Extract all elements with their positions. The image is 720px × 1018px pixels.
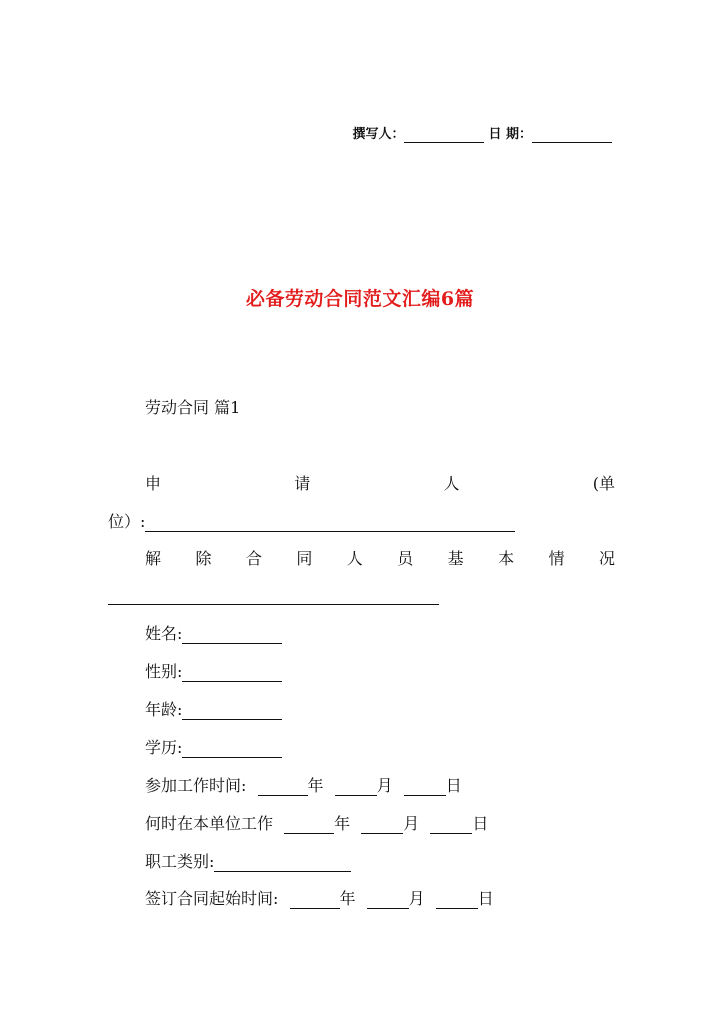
applicant-char: 申 bbox=[145, 474, 162, 493]
contract-start-day-blank bbox=[436, 892, 478, 909]
document-title: 必备劳动合同范文汇编6篇 bbox=[245, 288, 475, 310]
dismissal-line bbox=[145, 549, 615, 569]
contract-start-field bbox=[145, 889, 494, 909]
dismissal-char: 合 bbox=[245, 549, 262, 568]
applicant-unit-label: 位）: bbox=[108, 512, 146, 531]
applicant-char: 人 bbox=[443, 474, 460, 493]
name-blank bbox=[182, 627, 282, 644]
work-start-label: 参加工作时间: bbox=[145, 776, 247, 795]
applicant-line bbox=[145, 474, 615, 494]
unit-start-field bbox=[145, 814, 488, 834]
unit-start-month-blank bbox=[361, 817, 403, 834]
contract-start-label: 签订合同起始时间: bbox=[145, 889, 279, 908]
work-start-field bbox=[145, 776, 462, 796]
age-label: 年龄: bbox=[145, 700, 183, 719]
dismissal-blank bbox=[108, 588, 439, 605]
applicant-char: (单 bbox=[592, 474, 615, 493]
section-heading: 劳动合同 篇1 bbox=[145, 398, 241, 417]
author-label: 撰写人： bbox=[352, 127, 405, 142]
year-unit: 年 bbox=[334, 814, 351, 833]
job-type-field bbox=[145, 852, 351, 872]
month-unit: 月 bbox=[403, 814, 420, 833]
job-type-blank bbox=[214, 855, 351, 872]
dismissal-char: 基 bbox=[447, 549, 464, 568]
unit-start-year-blank bbox=[284, 817, 334, 834]
education-field bbox=[145, 738, 282, 758]
dismissal-blank-line bbox=[108, 585, 439, 605]
work-start-day-blank bbox=[404, 779, 446, 796]
author-blank bbox=[404, 129, 484, 143]
education-label: 学历: bbox=[145, 738, 183, 757]
job-type-label: 职工类别: bbox=[145, 852, 215, 871]
education-blank bbox=[182, 741, 282, 758]
year-unit: 年 bbox=[307, 776, 324, 795]
applicant-unit-blank bbox=[145, 515, 515, 532]
date-label: 日 期： bbox=[488, 127, 532, 142]
month-unit: 月 bbox=[376, 776, 393, 795]
work-start-month-blank bbox=[335, 779, 377, 796]
gender-field bbox=[145, 662, 282, 682]
year-unit: 年 bbox=[339, 889, 356, 908]
applicant-char: 请 bbox=[294, 474, 311, 493]
age-field bbox=[145, 700, 282, 720]
day-unit: 日 bbox=[477, 889, 494, 908]
dismissal-char: 同 bbox=[296, 549, 313, 568]
dismissal-char: 除 bbox=[195, 549, 212, 568]
dismissal-char: 解 bbox=[145, 549, 162, 568]
dismissal-char: 本 bbox=[498, 549, 515, 568]
name-field bbox=[145, 624, 282, 644]
day-unit: 日 bbox=[445, 776, 462, 795]
author-date-line bbox=[352, 127, 612, 143]
month-unit: 月 bbox=[408, 889, 425, 908]
day-unit: 日 bbox=[472, 814, 489, 833]
gender-blank bbox=[182, 665, 282, 682]
dismissal-char: 况 bbox=[598, 549, 615, 568]
dismissal-char: 员 bbox=[397, 549, 414, 568]
applicant-unit-line bbox=[108, 512, 515, 532]
date-blank bbox=[532, 129, 612, 143]
unit-start-label: 何时在本单位工作 bbox=[145, 814, 274, 833]
dismissal-char: 情 bbox=[548, 549, 565, 568]
work-start-year-blank bbox=[258, 779, 308, 796]
dismissal-char: 人 bbox=[346, 549, 363, 568]
gender-label: 性别: bbox=[145, 662, 183, 681]
name-label: 姓名: bbox=[145, 624, 183, 643]
contract-start-year-blank bbox=[290, 892, 340, 909]
age-blank bbox=[182, 703, 282, 720]
contract-start-month-blank bbox=[367, 892, 409, 909]
unit-start-day-blank bbox=[430, 817, 472, 834]
